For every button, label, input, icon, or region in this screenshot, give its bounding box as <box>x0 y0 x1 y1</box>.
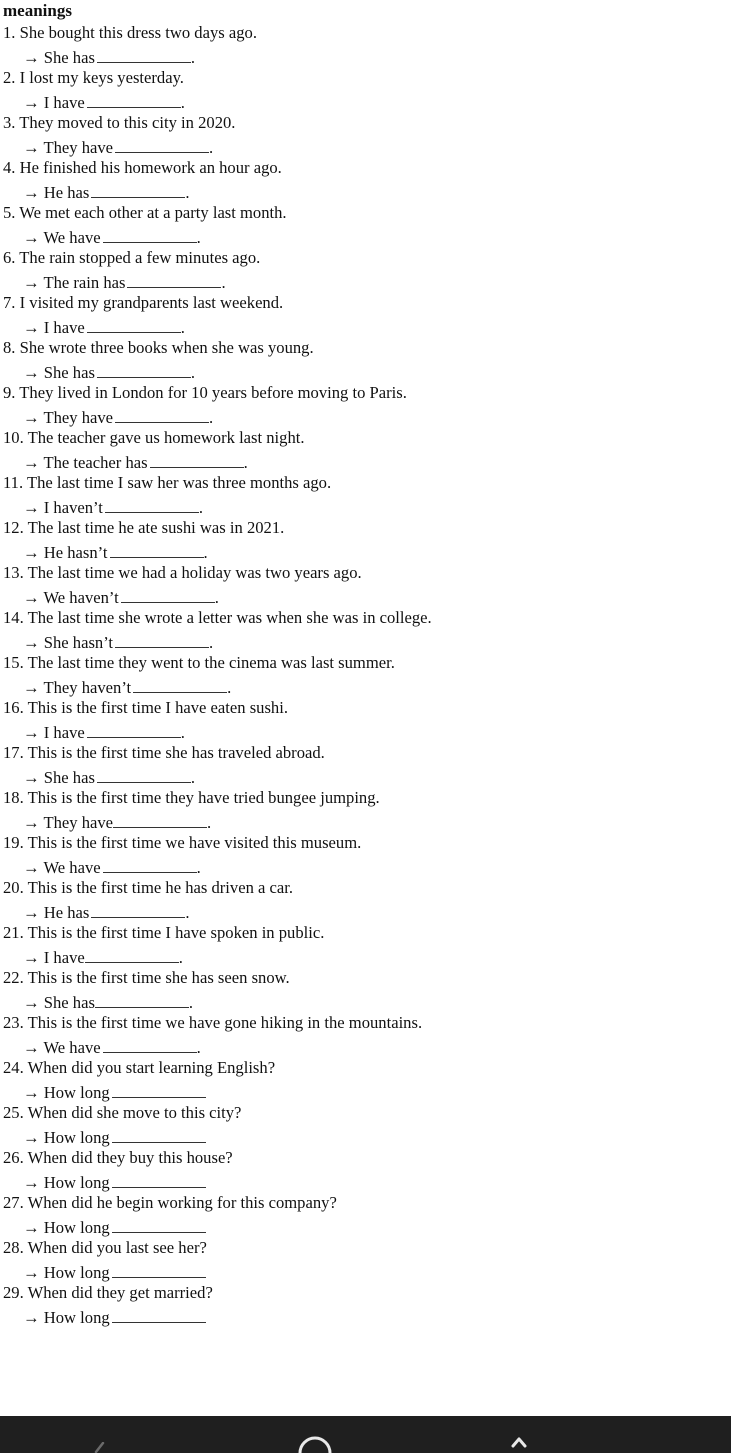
item-answer-line <box>3 405 448 428</box>
arrow-icon: → <box>23 677 40 697</box>
answer-blank[interactable] <box>112 1215 206 1233</box>
item-answer-line <box>3 720 448 743</box>
answer-blank[interactable] <box>95 990 189 1008</box>
answer-prefix: She hasn’t <box>43 632 114 652</box>
answer-prefix: How long <box>43 1217 110 1237</box>
answer-blank[interactable] <box>97 765 191 783</box>
answer-end: . <box>209 137 214 157</box>
item-answer-line <box>3 1215 448 1238</box>
answer-blank[interactable] <box>110 540 204 558</box>
arrow-icon: → <box>23 1262 40 1282</box>
answer-end: . <box>196 857 201 877</box>
back-chevron-icon[interactable] <box>92 1442 106 1453</box>
item-question: 27. When did he begin working for this company? <box>3 1193 337 1212</box>
arrow-icon: → <box>23 182 40 202</box>
arrow-icon: → <box>23 542 40 562</box>
answer-end: . <box>196 227 201 247</box>
arrow-icon: → <box>23 1037 40 1057</box>
item-question: 4. He finished his homework an hour ago. <box>3 158 282 177</box>
arrow-icon: → <box>23 317 40 337</box>
item-answer-line <box>3 1260 448 1283</box>
exercise-item <box>3 922 448 967</box>
answer-end: . <box>203 542 208 562</box>
answer-end: . <box>221 272 226 292</box>
arrow-icon: → <box>23 452 40 472</box>
item-question: 21. This is the first time I have spoken in public. <box>3 923 325 942</box>
item-question: 22. This is the first time she has seen snow. <box>3 968 290 987</box>
answer-end: . <box>209 407 214 427</box>
answer-prefix: She has <box>43 992 95 1012</box>
answer-end: . <box>185 182 190 202</box>
exercise-item <box>3 967 448 1012</box>
item-answer-line <box>3 990 448 1013</box>
answer-end: . <box>180 722 185 742</box>
answer-blank[interactable] <box>150 450 244 468</box>
item-question: 19. This is the first time we have visited this museum. <box>3 833 362 852</box>
item-question: 26. When did they buy this house? <box>3 1148 233 1167</box>
item-answer-line <box>3 810 448 833</box>
item-question: 28. When did you last see her? <box>3 1238 207 1257</box>
item-question: 9. They lived in London for 10 years before moving to Paris. <box>3 383 407 402</box>
answer-prefix: I have <box>43 722 85 742</box>
exercise-item <box>3 742 448 787</box>
answer-blank[interactable] <box>103 225 197 243</box>
item-question: 23. This is the first time we have gone hiking in the mountains. <box>3 1013 423 1032</box>
answer-blank[interactable] <box>87 720 181 738</box>
item-question: 29. When did they get married? <box>3 1283 213 1302</box>
answer-prefix: I have <box>43 92 85 112</box>
exercise-item <box>3 1102 448 1147</box>
item-answer-line <box>3 1305 448 1328</box>
answer-end: . <box>178 947 183 967</box>
answer-blank[interactable] <box>103 1035 197 1053</box>
answer-end: . <box>209 632 214 652</box>
item-answer-line <box>3 675 448 698</box>
exercise-item <box>3 247 448 292</box>
recent-apps-icon[interactable] <box>508 1436 530 1453</box>
answer-end: . <box>196 1037 201 1057</box>
answer-blank[interactable] <box>113 810 207 828</box>
item-answer-line <box>3 855 448 878</box>
answer-prefix: How long <box>43 1127 110 1147</box>
answer-prefix: We haven’t <box>43 587 119 607</box>
answer-prefix: I have <box>43 317 85 337</box>
item-answer-line <box>3 540 448 563</box>
item-answer-line <box>3 90 448 113</box>
exercise-item <box>3 292 448 337</box>
answer-prefix: We have <box>43 1037 101 1057</box>
exercise-item <box>3 517 448 562</box>
answer-blank[interactable] <box>112 1170 206 1188</box>
answer-blank[interactable] <box>85 945 179 963</box>
answer-prefix: How long <box>43 1307 110 1327</box>
answer-prefix: They have <box>43 407 114 427</box>
answer-prefix: He has <box>43 182 90 202</box>
arrow-icon: → <box>23 1172 40 1192</box>
answer-blank[interactable] <box>112 1080 206 1098</box>
arrow-icon: → <box>23 137 40 157</box>
item-answer-line <box>3 135 448 158</box>
answer-prefix: We have <box>43 227 101 247</box>
arrow-icon: → <box>23 812 40 832</box>
item-answer-line <box>3 45 448 68</box>
answer-end: . <box>243 452 248 472</box>
arrow-icon: → <box>23 722 40 742</box>
item-question: 5. We met each other at a party last month. <box>3 203 287 222</box>
answer-blank[interactable] <box>112 1125 206 1143</box>
answer-blank[interactable] <box>103 855 197 873</box>
item-answer-line <box>3 270 448 293</box>
item-answer-line <box>3 900 448 923</box>
item-answer-line <box>3 360 448 383</box>
exercise-item <box>3 202 448 247</box>
answer-blank[interactable] <box>121 585 215 603</box>
item-question: 13. The last time we had a holiday was two years ago. <box>3 563 362 582</box>
item-question: 20. This is the first time he has driven a car. <box>3 878 294 897</box>
item-question: 10. The teacher gave us homework last night. <box>3 428 305 447</box>
answer-prefix: He has <box>43 902 90 922</box>
arrow-icon: → <box>23 1082 40 1102</box>
arrow-icon: → <box>23 407 40 427</box>
arrow-icon: → <box>23 902 40 922</box>
item-answer-line <box>3 1080 448 1103</box>
answer-prefix: We have <box>43 857 101 877</box>
system-navigation-bar <box>0 1416 731 1453</box>
item-question: 12. The last time he ate sushi was in 2021. <box>3 518 285 537</box>
answer-end: . <box>198 497 204 517</box>
exercise-item <box>3 607 448 652</box>
item-answer-line <box>3 495 448 518</box>
item-answer-line <box>3 450 448 473</box>
item-answer-line <box>3 585 448 608</box>
home-circle-icon[interactable] <box>297 1436 333 1453</box>
answer-end: . <box>227 677 232 697</box>
arrow-icon: → <box>23 587 40 607</box>
exercise-item <box>3 832 448 877</box>
exercise-item <box>3 1282 448 1327</box>
answer-blank[interactable] <box>133 675 227 693</box>
exercise-item <box>3 472 448 517</box>
item-answer-line <box>3 1170 448 1193</box>
item-answer-line <box>3 180 448 203</box>
exercise-item <box>3 337 448 382</box>
answer-blank[interactable] <box>127 270 221 288</box>
exercise-item <box>3 562 448 607</box>
item-answer-line <box>3 1125 448 1148</box>
arrow-icon: → <box>23 992 40 1012</box>
exercise-item <box>3 157 448 202</box>
arrow-icon: → <box>23 632 40 652</box>
exercise-item <box>3 112 448 157</box>
item-question: 18. This is the first time they have tried bungee jumping. <box>3 788 380 807</box>
answer-prefix: The rain has <box>43 272 126 292</box>
answer-blank[interactable] <box>87 315 181 333</box>
exercise-item <box>3 787 448 832</box>
answer-end: . <box>190 362 196 382</box>
page-heading: meanings <box>3 1 72 20</box>
arrow-icon: → <box>23 857 40 877</box>
item-question: 7. I visited my grandparents last weekend. <box>3 293 284 312</box>
answer-end: . <box>180 92 185 112</box>
exercise-item <box>3 1057 448 1102</box>
exercise-list <box>3 22 448 1327</box>
item-question: 14. The last time she wrote a letter was when she was in college. <box>3 608 432 627</box>
item-question: 6. The rain stopped a few minutes ago. <box>3 248 261 267</box>
answer-blank[interactable] <box>115 405 209 423</box>
exercise-item <box>3 22 448 67</box>
answer-end: . <box>190 767 196 787</box>
item-answer-line <box>3 765 448 788</box>
item-question: 15. The last time they went to the cinema was last summer. <box>3 653 395 672</box>
exercise-item <box>3 1147 448 1192</box>
answer-prefix: The teacher has <box>43 452 148 472</box>
item-answer-line <box>3 315 448 338</box>
arrow-icon: → <box>23 497 40 517</box>
item-answer-line <box>3 225 448 248</box>
answer-prefix: She has <box>43 767 95 787</box>
answer-prefix: I have <box>43 947 85 967</box>
item-question: 24. When did you start learning English? <box>3 1058 276 1077</box>
answer-prefix: How long <box>43 1262 110 1282</box>
answer-blank[interactable] <box>91 180 185 198</box>
answer-end: . <box>180 317 185 337</box>
answer-prefix: They have <box>43 137 114 157</box>
answer-blank[interactable] <box>112 1305 206 1323</box>
answer-end: . <box>188 992 194 1012</box>
item-question: 16. This is the first time I have eaten sushi. <box>3 698 288 717</box>
answer-blank[interactable] <box>105 495 199 513</box>
item-question: 11. The last time I saw her was three months ago. <box>3 473 332 492</box>
exercise-item <box>3 652 448 697</box>
answer-blank[interactable] <box>91 900 185 918</box>
arrow-icon: → <box>23 1307 40 1327</box>
arrow-icon: → <box>23 92 40 112</box>
exercise-item <box>3 877 448 922</box>
answer-blank[interactable] <box>87 90 181 108</box>
arrow-icon: → <box>23 947 40 967</box>
answer-blank[interactable] <box>112 1260 206 1278</box>
answer-prefix: She has <box>43 362 95 382</box>
item-answer-line <box>3 630 448 653</box>
exercise-item <box>3 1012 448 1057</box>
answer-end: . <box>190 47 196 67</box>
exercise-item <box>3 1237 448 1282</box>
exercise-item <box>3 67 448 112</box>
answer-prefix: They have <box>43 812 114 832</box>
arrow-icon: → <box>23 227 40 247</box>
arrow-icon: → <box>23 1127 40 1147</box>
exercise-item <box>3 427 448 472</box>
answer-blank[interactable] <box>115 135 209 153</box>
exercise-item <box>3 1192 448 1237</box>
answer-prefix: How long <box>43 1082 110 1102</box>
answer-prefix: I haven’t <box>43 497 103 517</box>
answer-end: . <box>214 587 219 607</box>
answer-end: . <box>207 812 212 832</box>
item-answer-line <box>3 945 448 968</box>
answer-end: . <box>185 902 190 922</box>
answer-blank[interactable] <box>97 360 191 378</box>
answer-prefix: How long <box>43 1172 110 1192</box>
item-question: 8. She wrote three books when she was young. <box>3 338 314 357</box>
answer-blank[interactable] <box>97 45 191 63</box>
item-answer-line <box>3 1035 448 1058</box>
arrow-icon: → <box>23 767 40 787</box>
arrow-icon: → <box>23 1217 40 1237</box>
answer-prefix: He hasn’t <box>43 542 108 562</box>
item-question: 1. She bought this dress two days ago. <box>3 23 257 42</box>
item-question: 3. They moved to this city in 2020. <box>3 113 236 132</box>
item-question: 2. I lost my keys yesterday. <box>3 68 184 87</box>
answer-blank[interactable] <box>115 630 209 648</box>
arrow-icon: → <box>23 47 40 67</box>
exercise-item <box>3 382 448 427</box>
arrow-icon: → <box>23 362 40 382</box>
answer-prefix: She has <box>43 47 95 67</box>
exercise-item <box>3 697 448 742</box>
answer-prefix: They haven’t <box>43 677 132 697</box>
item-question: 17. This is the first time she has traveled abroad. <box>3 743 325 762</box>
item-question: 25. When did she move to this city? <box>3 1103 242 1122</box>
arrow-icon: → <box>23 272 40 292</box>
